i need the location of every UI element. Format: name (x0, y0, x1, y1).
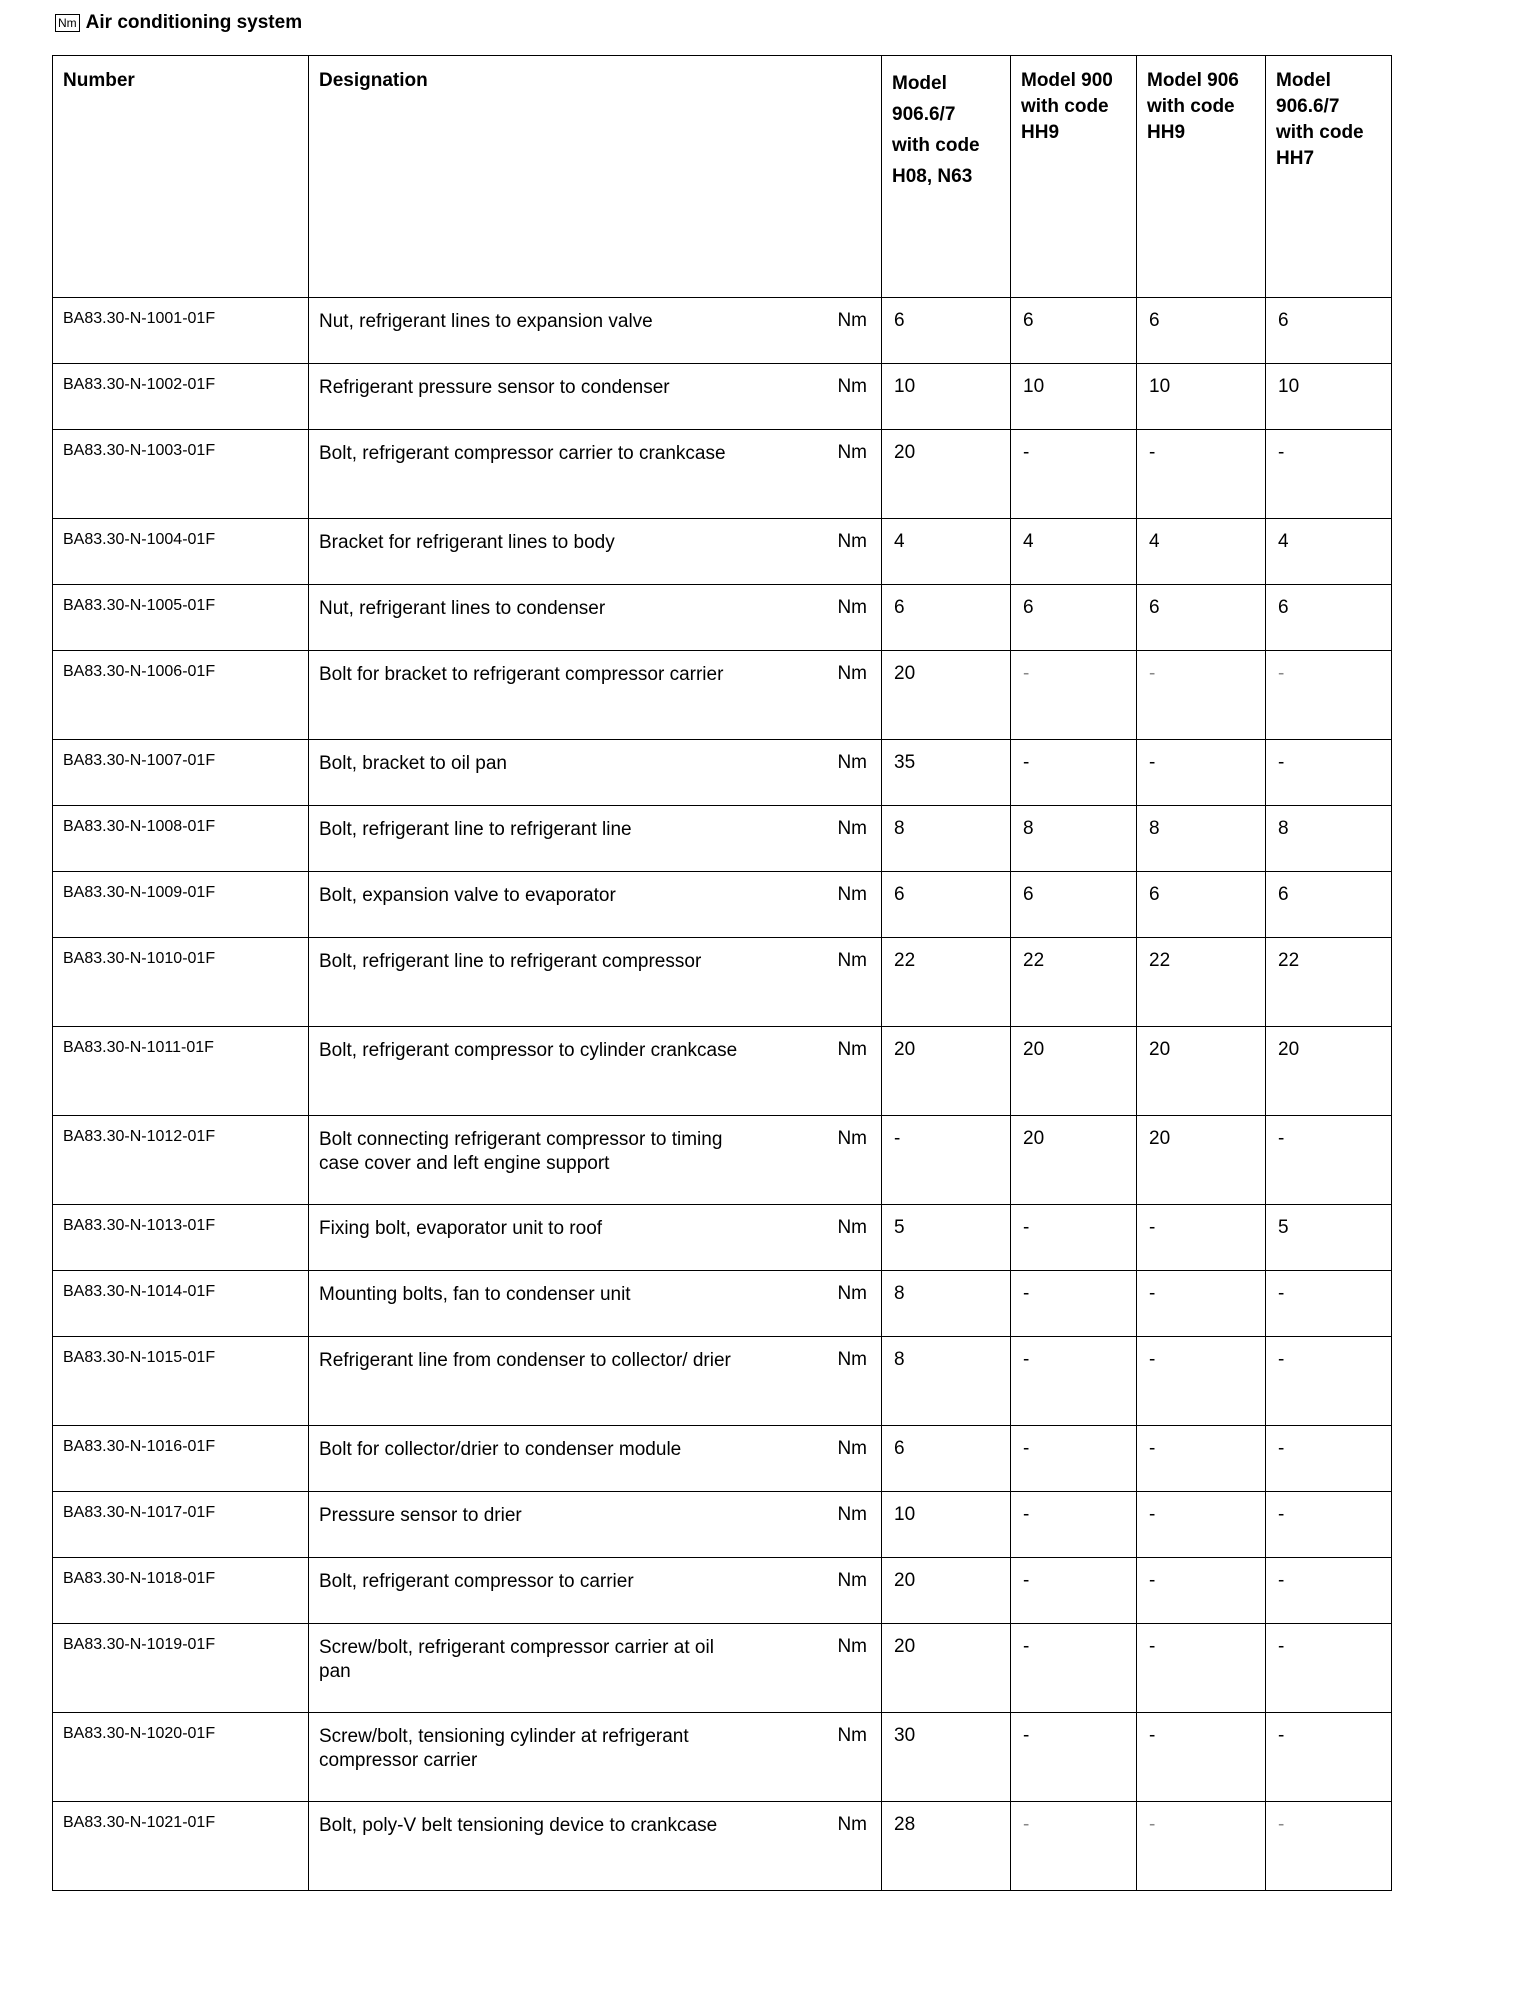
torque-value-model-2: - (1011, 740, 1137, 806)
torque-value-model-1: 6 (882, 872, 1011, 938)
designation-text: Fixing bolt, evaporator unit to roof (319, 1218, 603, 1239)
torque-value-model-4: 8 (1266, 806, 1392, 872)
torque-value-model-3: 6 (1137, 298, 1266, 364)
torque-value-model-4: - (1266, 1337, 1392, 1426)
unit-label: Nm (837, 442, 867, 463)
torque-value-model-1: 20 (882, 1558, 1011, 1624)
designation-cell (309, 1116, 882, 1205)
torque-value-model-3: - (1137, 1492, 1266, 1558)
torque-value-model-1: 28 (882, 1802, 1011, 1891)
unit-label: Nm (837, 1349, 867, 1370)
part-number-cell: BA83.30-N-1014-01F (53, 1271, 309, 1337)
designation-cell (309, 1205, 882, 1271)
designation-text: Screw/bolt, refrigerant compressor carrier at oil pan (319, 1637, 714, 1682)
part-number-cell: BA83.30-N-1020-01F (53, 1713, 309, 1802)
table-row (53, 1624, 1392, 1713)
unit-label: Nm (837, 950, 867, 971)
torque-value-model-4: - (1266, 1558, 1392, 1624)
table-row (53, 806, 1392, 872)
designation-text: Bolt, refrigerant compressor to cylinder crankcase (319, 1040, 738, 1061)
designation-cell (309, 364, 882, 430)
page-title: Air conditioning system (85, 12, 303, 33)
unit-label: Nm (837, 818, 867, 839)
torque-value-model-3: - (1137, 740, 1266, 806)
torque-value-model-1: 6 (882, 1426, 1011, 1492)
torque-value-model-3: - (1137, 651, 1266, 740)
torque-value-model-1: 30 (882, 1713, 1011, 1802)
torque-value-model-1: 4 (882, 519, 1011, 585)
designation-text: Bolt, expansion valve to evaporator (319, 885, 616, 906)
torque-value-model-3: - (1137, 1337, 1266, 1426)
torque-value-model-1: 5 (882, 1205, 1011, 1271)
table-row (53, 1337, 1392, 1426)
torque-value-model-4: 10 (1266, 364, 1392, 430)
unit-label: Nm (837, 1438, 867, 1459)
table-row (53, 430, 1392, 519)
torque-value-model-4: - (1266, 1624, 1392, 1713)
designation-text: Nut, refrigerant lines to expansion valve (319, 311, 653, 332)
table-row (53, 1205, 1392, 1271)
torque-value-model-2: 10 (1011, 364, 1137, 430)
torque-value-model-2: - (1011, 1426, 1137, 1492)
table-row (53, 1558, 1392, 1624)
torque-value-model-2: 20 (1011, 1116, 1137, 1205)
torque-value-model-1: 20 (882, 430, 1011, 519)
torque-value-model-3: 4 (1137, 519, 1266, 585)
torque-table (52, 55, 1392, 1891)
header-model-3: Model 906 with code HH9 (1137, 56, 1266, 298)
table-row (53, 740, 1392, 806)
designation-text: Bolt for bracket to refrigerant compressor carrier (319, 664, 724, 685)
part-number-cell: BA83.30-N-1021-01F (53, 1802, 309, 1891)
part-number-cell: BA83.30-N-1001-01F (53, 298, 309, 364)
torque-value-model-1: 10 (882, 1492, 1011, 1558)
torque-value-model-2: - (1011, 1713, 1137, 1802)
table-header-row (53, 56, 1392, 298)
torque-value-model-3: - (1137, 1624, 1266, 1713)
designation-cell (309, 298, 882, 364)
part-number-cell: BA83.30-N-1010-01F (53, 938, 309, 1027)
torque-value-model-3: - (1137, 1558, 1266, 1624)
torque-value-model-4: - (1266, 1713, 1392, 1802)
part-number-cell: BA83.30-N-1007-01F (53, 740, 309, 806)
table-row (53, 1271, 1392, 1337)
header-model-2: Model 900 with code HH9 (1011, 56, 1137, 298)
designation-cell (309, 938, 882, 1027)
designation-text: Refrigerant pressure sensor to condenser (319, 377, 670, 398)
designation-cell (309, 1426, 882, 1492)
table-row (53, 1426, 1392, 1492)
torque-value-model-2: - (1011, 651, 1137, 740)
torque-value-model-2: - (1011, 1337, 1137, 1426)
unit-label: Nm (837, 1128, 867, 1149)
torque-value-model-3: - (1137, 1713, 1266, 1802)
table-row (53, 519, 1392, 585)
designation-cell (309, 1802, 882, 1891)
part-number-cell: BA83.30-N-1015-01F (53, 1337, 309, 1426)
designation-cell (309, 585, 882, 651)
torque-value-model-1: - (882, 1116, 1011, 1205)
designation-text: Screw/bolt, tensioning cylinder at refrigerant compressor carrier (319, 1726, 689, 1771)
part-number-cell: BA83.30-N-1009-01F (53, 872, 309, 938)
part-number-cell: BA83.30-N-1011-01F (53, 1027, 309, 1116)
table-row (53, 1802, 1392, 1891)
designation-cell (309, 872, 882, 938)
unit-label: Nm (837, 884, 867, 905)
torque-value-model-2: 20 (1011, 1027, 1137, 1116)
torque-value-model-1: 20 (882, 1624, 1011, 1713)
torque-value-model-3: 6 (1137, 585, 1266, 651)
unit-label: Nm (837, 1504, 867, 1525)
designation-cell (309, 806, 882, 872)
header-designation: Designation (309, 56, 882, 298)
torque-value-model-4: 22 (1266, 938, 1392, 1027)
torque-value-model-2: 8 (1011, 806, 1137, 872)
torque-value-model-4: - (1266, 740, 1392, 806)
designation-text: Bolt, refrigerant compressor carrier to crankcase (319, 443, 726, 464)
designation-cell (309, 1713, 882, 1802)
designation-text: Bracket for refrigerant lines to body (319, 532, 615, 553)
table-body (53, 298, 1392, 1891)
header-model-1: Model 906.6/7 with code H08, N63 (882, 56, 1011, 298)
designation-text: Pressure sensor to drier (319, 1505, 522, 1526)
torque-value-model-3: 6 (1137, 872, 1266, 938)
torque-value-model-1: 8 (882, 1337, 1011, 1426)
part-number-cell: BA83.30-N-1018-01F (53, 1558, 309, 1624)
designation-text: Refrigerant line from condenser to collector/ drier (319, 1350, 731, 1371)
torque-value-model-2: - (1011, 1558, 1137, 1624)
part-number-cell: BA83.30-N-1005-01F (53, 585, 309, 651)
table-row (53, 1713, 1392, 1802)
torque-value-model-3: 10 (1137, 364, 1266, 430)
table-row (53, 872, 1392, 938)
header-model-4: Model 906.6/7 with code HH7 (1266, 56, 1392, 298)
table-row (53, 1116, 1392, 1205)
unit-label: Nm (837, 531, 867, 552)
unit-label: Nm (837, 1039, 867, 1060)
torque-value-model-2: - (1011, 430, 1137, 519)
torque-value-model-1: 22 (882, 938, 1011, 1027)
torque-value-model-4: - (1266, 651, 1392, 740)
unit-label: Nm (837, 1814, 867, 1835)
part-number-cell: BA83.30-N-1002-01F (53, 364, 309, 430)
designation-text: Bolt, poly-V belt tensioning device to crankcase (319, 1815, 718, 1836)
designation-cell (309, 1624, 882, 1713)
designation-cell (309, 651, 882, 740)
torque-value-model-2: 4 (1011, 519, 1137, 585)
table-row (53, 585, 1392, 651)
unit-label: Nm (837, 663, 867, 684)
designation-cell (309, 1558, 882, 1624)
torque-value-model-3: 8 (1137, 806, 1266, 872)
torque-value-model-2: 22 (1011, 938, 1137, 1027)
unit-label: Nm (837, 1570, 867, 1591)
designation-text: Mounting bolts, fan to condenser unit (319, 1284, 631, 1305)
torque-value-model-2: - (1011, 1802, 1137, 1891)
torque-value-model-1: 6 (882, 585, 1011, 651)
part-number-cell: BA83.30-N-1003-01F (53, 430, 309, 519)
torque-value-model-4: 6 (1266, 585, 1392, 651)
torque-value-model-1: 8 (882, 1271, 1011, 1337)
torque-value-model-1: 20 (882, 651, 1011, 740)
torque-value-model-3: 22 (1137, 938, 1266, 1027)
torque-value-model-4: - (1266, 430, 1392, 519)
unit-label: Nm (837, 1217, 867, 1238)
unit-label: Nm (837, 1725, 867, 1746)
part-number-cell: BA83.30-N-1008-01F (53, 806, 309, 872)
unit-label: Nm (837, 597, 867, 618)
torque-value-model-4: - (1266, 1802, 1392, 1891)
header-number: Number (53, 56, 309, 298)
torque-value-model-2: 6 (1011, 585, 1137, 651)
torque-value-model-4: 5 (1266, 1205, 1392, 1271)
torque-value-model-4: 6 (1266, 872, 1392, 938)
torque-value-model-3: - (1137, 1205, 1266, 1271)
torque-value-model-1: 35 (882, 740, 1011, 806)
torque-value-model-1: 8 (882, 806, 1011, 872)
unit-label: Nm (837, 752, 867, 773)
torque-value-model-3: - (1137, 1802, 1266, 1891)
designation-cell (309, 1337, 882, 1426)
torque-value-model-1: 6 (882, 298, 1011, 364)
torque-value-model-4: - (1266, 1426, 1392, 1492)
table-row (53, 1027, 1392, 1116)
torque-value-model-4: - (1266, 1271, 1392, 1337)
torque-value-model-1: 20 (882, 1027, 1011, 1116)
torque-value-model-3: 20 (1137, 1027, 1266, 1116)
table-row (53, 364, 1392, 430)
torque-value-model-3: 20 (1137, 1116, 1266, 1205)
designation-text: Bolt, refrigerant compressor to carrier (319, 1571, 634, 1592)
designation-cell (309, 1271, 882, 1337)
torque-value-model-4: 20 (1266, 1027, 1392, 1116)
designation-text: Bolt, refrigerant line to refrigerant line (319, 819, 632, 840)
designation-cell (309, 740, 882, 806)
unit-label: Nm (837, 1636, 867, 1657)
torque-value-model-2: 6 (1011, 298, 1137, 364)
torque-value-model-2: - (1011, 1271, 1137, 1337)
designation-text: Bolt, refrigerant line to refrigerant compressor (319, 951, 702, 972)
designation-cell (309, 1492, 882, 1558)
nm-torque-icon: Nm (55, 14, 80, 32)
torque-value-model-1: 10 (882, 364, 1011, 430)
torque-value-model-2: - (1011, 1624, 1137, 1713)
torque-value-model-4: - (1266, 1492, 1392, 1558)
unit-label: Nm (837, 1283, 867, 1304)
table-row (53, 298, 1392, 364)
section-heading (55, 12, 302, 34)
torque-value-model-2: 6 (1011, 872, 1137, 938)
torque-value-model-4: - (1266, 1116, 1392, 1205)
part-number-cell: BA83.30-N-1017-01F (53, 1492, 309, 1558)
part-number-cell: BA83.30-N-1016-01F (53, 1426, 309, 1492)
designation-cell (309, 519, 882, 585)
torque-value-model-3: - (1137, 430, 1266, 519)
part-number-cell: BA83.30-N-1012-01F (53, 1116, 309, 1205)
part-number-cell: BA83.30-N-1019-01F (53, 1624, 309, 1713)
torque-value-model-2: - (1011, 1205, 1137, 1271)
designation-cell (309, 430, 882, 519)
unit-label: Nm (837, 376, 867, 397)
designation-text: Bolt, bracket to oil pan (319, 753, 507, 774)
part-number-cell: BA83.30-N-1004-01F (53, 519, 309, 585)
torque-value-model-4: 6 (1266, 298, 1392, 364)
designation-text: Bolt connecting refrigerant compressor to timing case cover and left engine support (319, 1129, 723, 1174)
unit-label: Nm (837, 310, 867, 331)
part-number-cell: BA83.30-N-1006-01F (53, 651, 309, 740)
torque-value-model-3: - (1137, 1426, 1266, 1492)
designation-text: Nut, refrigerant lines to condenser (319, 598, 606, 619)
designation-cell (309, 1027, 882, 1116)
table-row (53, 1492, 1392, 1558)
part-number-cell: BA83.30-N-1013-01F (53, 1205, 309, 1271)
torque-value-model-3: - (1137, 1271, 1266, 1337)
torque-value-model-4: 4 (1266, 519, 1392, 585)
designation-text: Bolt for collector/drier to condenser module (319, 1439, 682, 1460)
table-row (53, 938, 1392, 1027)
torque-value-model-2: - (1011, 1492, 1137, 1558)
table-row (53, 651, 1392, 740)
